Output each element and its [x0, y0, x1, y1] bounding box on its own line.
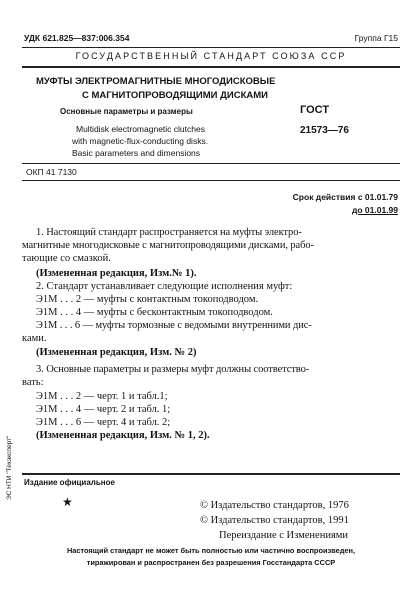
- title-line-1: МУФТЫ ЭЛЕКТРОМАГНИТНЫЕ МНОГОДИСКОВЫЕ: [36, 76, 276, 87]
- title-separator: [22, 163, 400, 164]
- para-3-line-2: вать:: [22, 377, 44, 388]
- reprint-note: Переиздание с Изменениями: [219, 530, 349, 541]
- figure-ref-3: Э1М . . . 6 — черт. 4 и табл. 2;: [36, 417, 171, 428]
- revision-note-2: (Измененная редакция, Изм. № 2): [36, 347, 197, 358]
- validity-from: Срок действия с 01.01.79: [292, 192, 398, 202]
- okp-code: ОКП 41 7130: [26, 167, 77, 177]
- side-stamp: ЭС НТИ "Техэксперт": [6, 435, 13, 500]
- execution-3-line-2: ками.: [22, 333, 47, 344]
- title-en-line-2: with magnetic-flux-conducting disks.: [72, 136, 209, 146]
- state-standard-banner: ГОСУДАРСТВЕННЫЙ СТАНДАРТ СОЮЗА ССР: [75, 51, 347, 61]
- title-en-line-1: Multidisk electromagnetic clutches: [76, 124, 205, 134]
- gost-label: ГОСТ: [300, 104, 330, 116]
- revision-note-3: (Измененная редакция, Изм. № 1, 2).: [36, 430, 210, 441]
- title-line-2: С МАГНИТОПРОВОДЯЩИМИ ДИСКАМИ: [82, 90, 268, 101]
- execution-1: Э1М . . . 2 — муфты с контактным токоподводом.: [36, 294, 259, 305]
- udk-code: УДК 621.825—837:006.354: [24, 33, 130, 43]
- title-subtitle: Основные параметры и размеры: [60, 107, 193, 116]
- para-1-line-1: 1. Настоящий стандарт распространяется на муфты электро-: [36, 227, 302, 238]
- execution-2: Э1М . . . 4 — муфты с бесконтактным токоподводом.: [36, 307, 273, 318]
- para-3-line-1: 3. Основные параметры и размеры муфт должны соответство-: [36, 364, 310, 375]
- para-1-line-3: тающие со смазкой.: [22, 253, 111, 264]
- group-code: Группа Г15: [354, 33, 398, 43]
- figure-ref-2: Э1М . . . 4 — черт. 2 и табл. 1;: [36, 404, 171, 415]
- official-edition: Издание официальное: [24, 478, 115, 487]
- para-2: 2. Стандарт устанавливает следующие исполнения муфт:: [36, 281, 293, 292]
- header-bottom-rule: [22, 66, 400, 68]
- revision-note-1: (Измененная редакция, Изм.№ 1).: [36, 268, 197, 279]
- copyright-1991: © Издательство стандартов, 1991: [200, 515, 349, 526]
- validity-to: до 01.01.99: [351, 205, 398, 215]
- star-icon: ★: [62, 495, 73, 509]
- okp-separator: [22, 180, 400, 181]
- header-top-rule: [22, 47, 400, 48]
- footer-rule: [22, 473, 400, 475]
- title-en-line-3: Basic parameters and dimensions: [72, 148, 201, 158]
- copyright-1976: © Издательство стандартов, 1976: [200, 500, 349, 511]
- copyright-notice-line-1: Настоящий стандарт не может быть полностью или частично воспроизведен,: [66, 546, 356, 555]
- figure-ref-1: Э1М . . . 2 — черт. 1 и табл.1;: [36, 391, 168, 402]
- copyright-notice-line-2: тиражирован и распространен без разрешения Госстандарта СССР: [86, 558, 336, 567]
- gost-number: 21573—76: [300, 125, 349, 136]
- execution-3-line-1: Э1М . . . 6 — муфты тормозные с ведомыми внутренними дис-: [36, 320, 312, 331]
- para-1-line-2: магнитные многодисковые с магнитопроводящими дисками, рабо-: [22, 240, 314, 251]
